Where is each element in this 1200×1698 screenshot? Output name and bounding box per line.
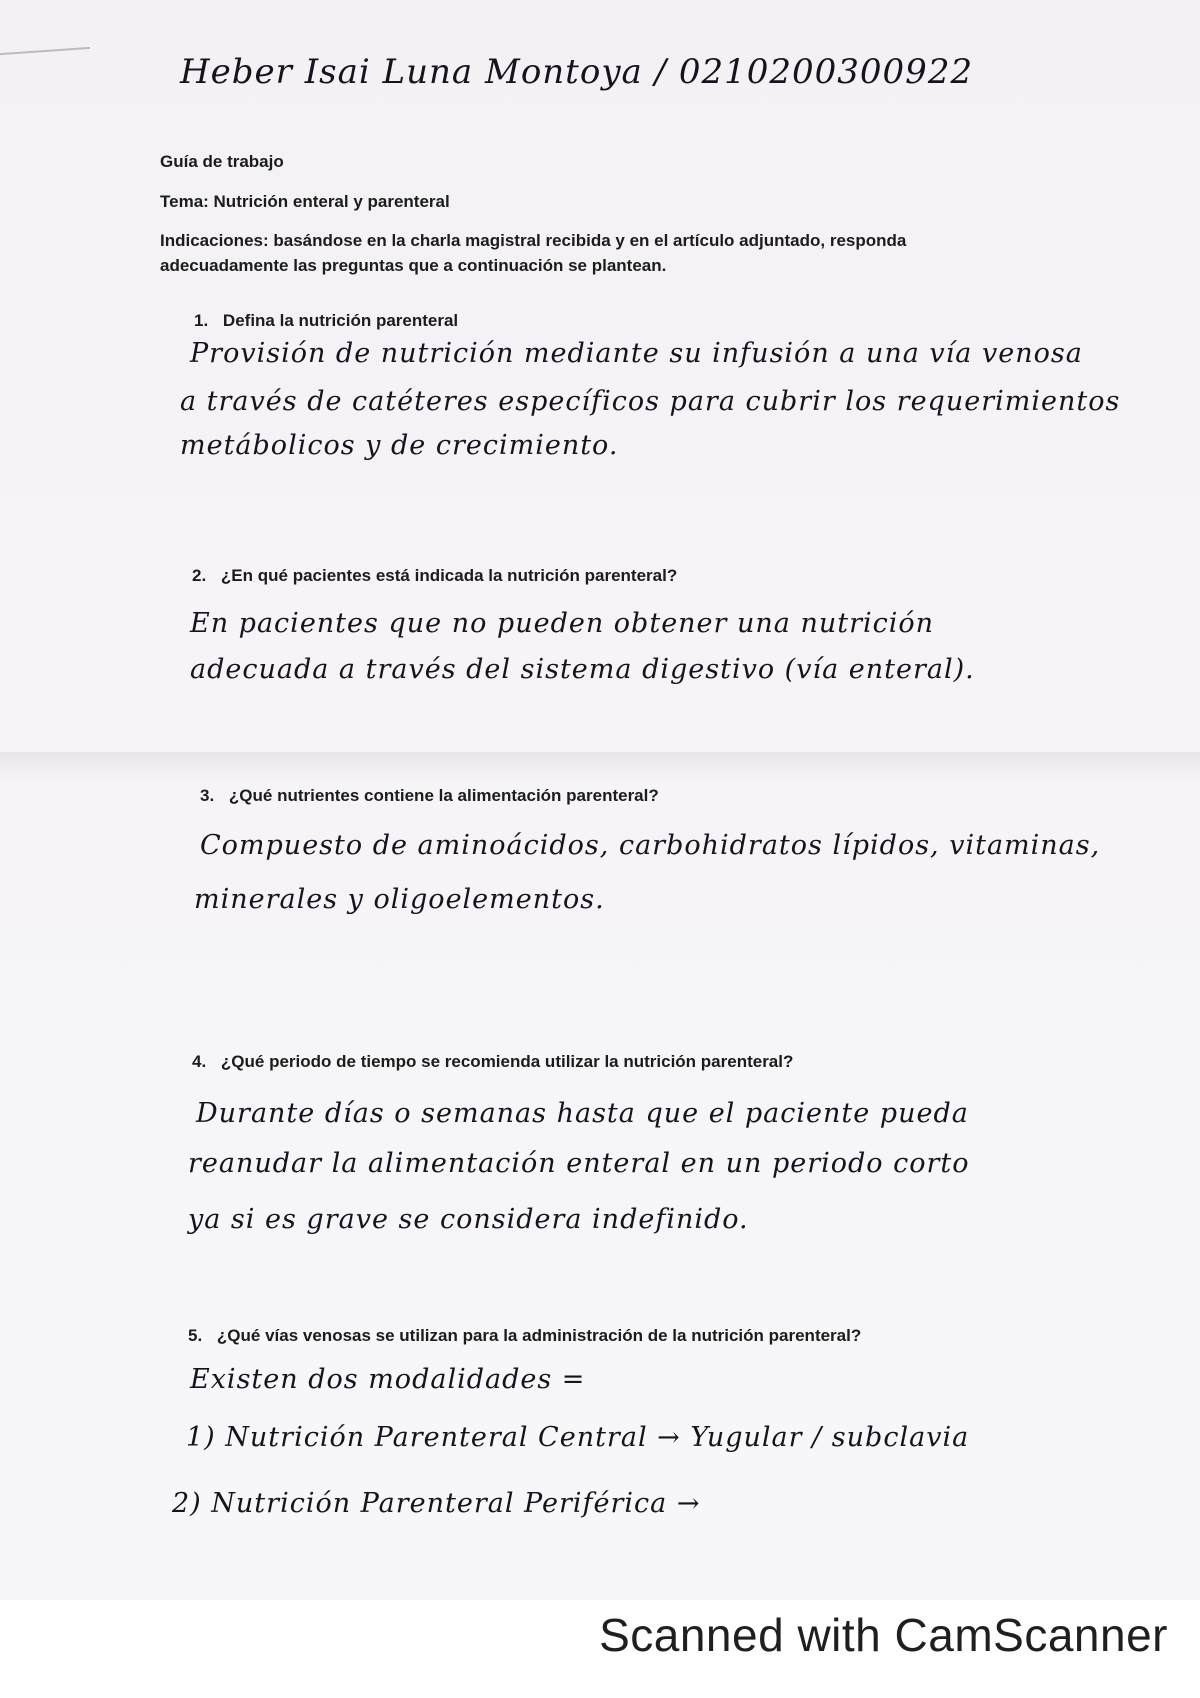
question-text: ¿Qué nutrientes contiene la alimentación parenteral? [228,786,659,805]
answer-2-line-2: adecuada a través del sistema digestivo (vía enteral). [190,654,975,685]
answer-5-line-3: 2) Nutrición Parenteral Periférica → [172,1488,701,1519]
question-number: 3. [200,786,215,805]
answer-5-line-1: Existen dos modalidades = [190,1364,586,1395]
answer-4-line-3: ya si es grave se considera indefinido. [188,1204,749,1235]
question-number: 5. [188,1326,203,1345]
question-3 [200,786,659,806]
camscanner-watermark: Scanned with CamScanner [599,1609,1168,1661]
student-name-id: Heber Isai Luna Montoya / 0210200300922 [180,52,974,92]
answer-2-line-1: En pacientes que no pueden obtener una nutrición [190,608,935,639]
answer-3-line-2: minerales y oligoelementos. [194,884,605,915]
paper-fold [0,752,1200,782]
question-5 [188,1326,861,1346]
answer-4-line-1: Durante días o semanas hasta que el paciente pueda [196,1098,969,1129]
question-number: 4. [192,1052,207,1071]
question-4 [192,1052,793,1072]
question-number: 1. [194,311,209,330]
question-text: ¿Qué vías venosas se utilizan para la administración de la nutrición parenteral? [216,1326,862,1345]
instructions: Indicaciones: basándose en la charla magistral recibida y en el artículo adjuntado, responda adecuadamente las preguntas que a continuación se plantean. [160,231,907,275]
answer-1-line-2: a través de catéteres específicos para cubrir los requerimientos [180,386,1121,417]
answer-1-line-1: Provisión de nutrición mediante su infusión a una vía venosa [190,338,1083,369]
answer-5-line-2: 1) Nutrición Parenteral Central → Yugular / subclavia [186,1422,970,1453]
question-text: ¿En qué pacientes está indicada la nutrición parenteral? [220,566,678,585]
paper-corner-mark [0,0,90,55]
question-number: 2. [192,566,207,585]
question-text: ¿Qué periodo de tiempo se recomienda utilizar la nutrición parenteral? [220,1052,794,1071]
question-1 [194,311,458,331]
answer-3-line-1: Compuesto de aminoácidos, carbohidratos lípidos, vitaminas, [200,830,1101,861]
answer-4-line-2: reanudar la alimentación enteral en un periodo corto [188,1148,970,1179]
guide-title: Guía de trabajo [160,152,284,171]
question-text: Defina la nutrición parenteral [222,311,459,330]
question-2 [192,566,677,586]
topic-line: Tema: Nutrición enteral y parenteral [160,192,450,211]
answer-1-line-3: metábolicos y de crecimiento. [180,430,619,461]
